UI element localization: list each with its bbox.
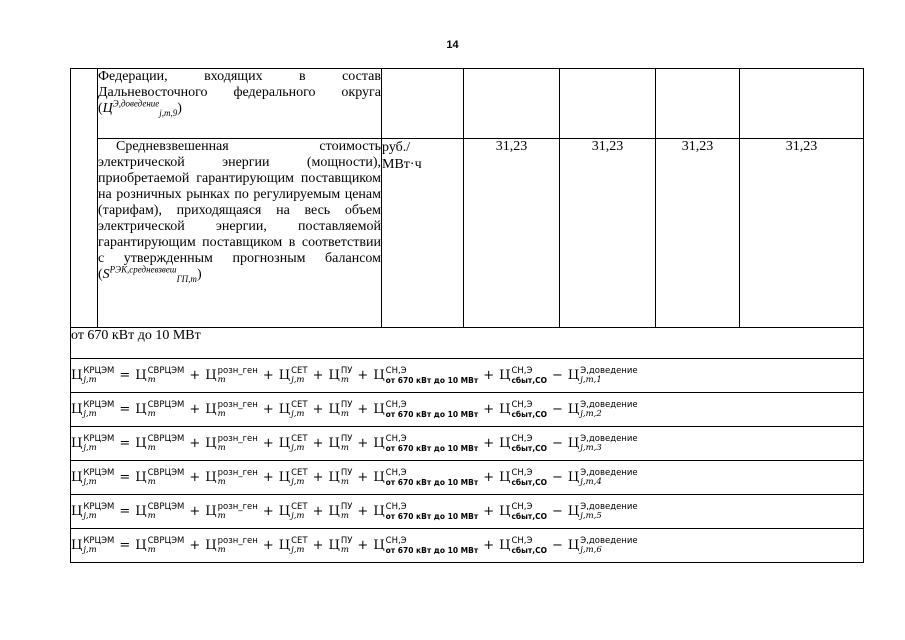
formula-t5-base: Ц [373, 368, 385, 383]
formula-plus: + [262, 538, 274, 553]
formula-t7-sub: j,m,5 [580, 510, 602, 521]
formula-t2-sub: m [217, 408, 226, 419]
formula-t2-base: Ц [205, 436, 217, 451]
formula-plus: + [483, 436, 495, 451]
formula-t1-sup: СВРЦЭМ [147, 467, 185, 478]
formula-plus: + [312, 402, 324, 417]
formula-t5-sub: от 670 кВт до 10 МВт [385, 477, 479, 487]
formula-row [71, 427, 864, 461]
formula-t3-base: Ц [278, 504, 291, 519]
formula-t2-base: Ц [205, 504, 217, 519]
formula-t6-base: Ц [499, 436, 511, 451]
formula-plus: + [189, 504, 201, 519]
formula-t7-base: Ц [567, 368, 580, 383]
formula-t5-sub: от 670 кВт до 10 МВт [385, 409, 479, 419]
formula [71, 435, 638, 453]
formula-t4-base: Ц [328, 538, 340, 553]
formula-t4-sup: ПУ [340, 399, 353, 410]
formula-t2-sup: розн_ген [217, 399, 258, 410]
formula-t2-sup: розн_ген [217, 365, 258, 376]
formula-t5-sup: СН,Э [385, 467, 407, 478]
formula-lhs-sup: КРЦЭМ [83, 467, 115, 478]
formula-t1-sup: СВРЦЭМ [147, 365, 185, 376]
formula-t1-base: Ц [135, 436, 147, 451]
formula-t6-sub: сбыт,СО [511, 477, 547, 487]
formula-t3-sub: j,m [291, 408, 305, 419]
formula-t2-sup: розн_ген [217, 501, 258, 512]
formula-t6-sup: СН,Э [511, 535, 533, 546]
formula-minus: − [552, 538, 563, 553]
formula-t2-base: Ц [205, 470, 217, 485]
formula-t1-base: Ц [135, 470, 147, 485]
formula-plus: + [312, 538, 324, 553]
formula-lhs-sub: j,m [83, 476, 97, 487]
left-margin-cell [71, 69, 98, 328]
formula-t5-sub: от 670 кВт до 10 МВт [385, 511, 479, 521]
formula-lhs-base: Ц [71, 402, 83, 417]
formula-cell [71, 495, 864, 529]
formula-minus: − [552, 470, 563, 485]
formula-t2-base: Ц [205, 402, 217, 417]
formula-plus: + [189, 470, 201, 485]
formula-t4-sup: ПУ [340, 467, 353, 478]
formula-t6-sup: СН,Э [511, 501, 533, 512]
formula-plus: + [357, 504, 369, 519]
formula-t4-sub: m [340, 374, 349, 385]
continuation-unit-cell [382, 69, 464, 139]
formula-t7-sup: Э,доведение [580, 535, 638, 546]
formula-t6-sup: СН,Э [511, 467, 533, 478]
formula-t5-base: Ц [373, 436, 385, 451]
formula-plus: + [262, 402, 274, 417]
page-number: 14 [446, 39, 459, 51]
formula-t5-sup: СН,Э [385, 365, 407, 376]
formula-t6-base: Ц [499, 538, 511, 553]
formula-row [71, 359, 864, 393]
formula-lhs-sup: КРЦЭМ [83, 365, 115, 376]
formula-t3-sub: j,m [291, 374, 305, 385]
formula-lhs-base: Ц [71, 436, 83, 451]
continuation-value-cell-1 [464, 69, 560, 139]
formula-cell [71, 427, 864, 461]
formula-plus: + [357, 538, 369, 553]
value-cell: 31,23 [740, 139, 864, 328]
formula-plus: + [357, 368, 369, 383]
formula-t7-sub: j,m,2 [580, 408, 602, 419]
formula-plus: + [262, 436, 274, 451]
formula-t2-sub: m [217, 442, 226, 453]
formula-t4-base: Ц [328, 368, 340, 383]
formula-t4-sup: ПУ [340, 501, 353, 512]
formula-t3-sub: j,m [291, 476, 305, 487]
value-cell: 31,23 [560, 139, 656, 328]
table-row-continuation [71, 69, 864, 139]
formula-t7-base: Ц [567, 402, 580, 417]
value-cell: 31,23 [464, 139, 560, 328]
formula-t3-base: Ц [278, 368, 291, 383]
formula-t6-sup: СН,Э [511, 433, 533, 444]
formula-lhs-base: Ц [71, 538, 83, 553]
formula-t1-base: Ц [135, 538, 147, 553]
formula-t7-sub: j,m,4 [580, 476, 602, 487]
doved9-symbol: $Ц^{Э,доведение}_{j,m,9}$ [102, 98, 178, 118]
formula-t6-base: Ц [499, 368, 511, 383]
formula-lhs-sup: КРЦЭМ [83, 433, 115, 444]
formula-plus: + [189, 436, 201, 451]
formula-t7-sub: j,m,1 [580, 374, 602, 385]
formula-lhs-base: Ц [71, 470, 83, 485]
formula-t5-sup: СН,Э [385, 433, 407, 444]
continuation-text: Федерации, входящих в состав Дальневосточного федерального округа ( [98, 69, 381, 116]
formula-plus: + [357, 436, 369, 451]
formula-t5-sub: от 670 кВт до 10 МВт [385, 375, 479, 385]
formula-t5-base: Ц [373, 402, 385, 417]
formula-cell [71, 529, 864, 563]
formula-t7-sup: Э,доведение [580, 365, 638, 376]
formula-t5-sup: СН,Э [385, 501, 407, 512]
unit-line-1: руб./ [382, 140, 411, 155]
formula-t6-sup: СН,Э [511, 399, 533, 410]
formula-plus: + [312, 504, 324, 519]
formula-minus: − [552, 402, 563, 417]
formula-t3-sup: СЕТ [291, 365, 308, 376]
weighted-cost-symbol: $S^{РЭК,средневзвеш}_{ГП,m}$ [102, 264, 197, 284]
formula-t3-sup: СЕТ [291, 535, 308, 546]
formula-t1-sup: СВРЦЭМ [147, 399, 185, 410]
band-label: от 670 кВт до 10 МВт [71, 328, 864, 359]
formula-lhs-sup: КРЦЭМ [83, 535, 115, 546]
formula-t3-sup: СЕТ [291, 433, 308, 444]
formula-lhs-sub: j,m [83, 442, 97, 453]
formula-t6-sub: сбыт,СО [511, 511, 547, 521]
formula-t4-base: Ц [328, 436, 340, 451]
formula-plus: + [262, 470, 274, 485]
formula-plus: + [483, 470, 495, 485]
formula-rows [71, 359, 864, 563]
formula-t7-sup: Э,доведение [580, 399, 638, 410]
formula [71, 469, 638, 487]
formula-row [71, 461, 864, 495]
formula-t1-sup: СВРЦЭМ [147, 501, 185, 512]
tariff-table [70, 68, 864, 563]
weighted-cost-text: Средневзвешенная стоимость электрической энергии (мощности), приобретаемой гарантирующим поставщиком на розничных рынках по регулируемым ценам (тарифам), приходящаяся на весь объем электрической энергии, поставляемой гарантирующим поставщиком в соответствии с утвержденным прогнозным балансом ( [98, 139, 381, 282]
formula-row [71, 393, 864, 427]
formula-t2-sub: m [217, 476, 226, 487]
formula-minus: − [552, 504, 563, 519]
formula-t7-base: Ц [567, 436, 580, 451]
formula [71, 537, 638, 555]
formula-minus: − [552, 436, 563, 451]
formula-t4-sub: m [340, 510, 349, 521]
formula-t3-base: Ц [278, 470, 291, 485]
formula-t2-sub: m [217, 374, 226, 385]
formula-t5-base: Ц [373, 538, 385, 553]
formula-t5-sub: от 670 кВт до 10 МВт [385, 443, 479, 453]
continuation-value-cell-2 [560, 69, 656, 139]
formula-t6-sub: сбыт,СО [511, 545, 547, 555]
table-row-weighted-cost [71, 139, 864, 328]
weighted-cost-name-cell: Средневзвешенная стоимость электрической энергии (мощности), приобретаемой гарантирующим поставщиком на розничных рынках по регулируемым ценам (тарифам), приходящаяся на весь объем электрической энергии, поставляемой гарантирующим поставщиком в соответствии с утвержденным прогнозным балансом $(S^{РЭК,средневзвеш}_{ГП,m})$ [98, 139, 382, 328]
formula-t1-base: Ц [135, 368, 147, 383]
formula-plus: + [189, 538, 201, 553]
formula-t1-sub: m [147, 544, 156, 555]
formula-t7-sub: j,m,3 [580, 442, 602, 453]
formula-t6-base: Ц [499, 402, 511, 417]
formula-t6-base: Ц [499, 504, 511, 519]
formula-t6-sub: сбыт,СО [511, 375, 547, 385]
formula-t7-sup: Э,доведение [580, 433, 638, 444]
formula-lhs-sub: j,m [83, 408, 97, 419]
formula-t5-base: Ц [373, 470, 385, 485]
formula-t3-sup: СЕТ [291, 467, 308, 478]
formula-t4-base: Ц [328, 402, 340, 417]
formula-t3-sub: j,m [291, 442, 305, 453]
formula [71, 401, 638, 419]
formula-t2-sub: m [217, 510, 226, 521]
formula-lhs-sup: КРЦЭМ [83, 399, 115, 410]
continuation-value-cell-3 [656, 69, 740, 139]
formula-t4-sub: m [340, 408, 349, 419]
formula-lhs-sub: j,m [83, 374, 97, 385]
formula-plus: + [357, 470, 369, 485]
formula-t1-base: Ц [135, 504, 147, 519]
formula-t2-sup: розн_ген [217, 433, 258, 444]
formula-t3-base: Ц [278, 538, 291, 553]
formula-t1-sub: m [147, 408, 156, 419]
formula-row [71, 529, 864, 563]
formula-t4-sup: ПУ [340, 433, 353, 444]
formula-eq: = [119, 436, 131, 451]
formula-t2-base: Ц [205, 538, 217, 553]
formula-lhs-sub: j,m [83, 510, 97, 521]
formula-plus: + [189, 368, 201, 383]
formula-eq: = [119, 538, 131, 553]
formula-lhs-sup: КРЦЭМ [83, 501, 115, 512]
formula-cell [71, 461, 864, 495]
formula-cell [71, 393, 864, 427]
formula-t3-base: Ц [278, 402, 291, 417]
formula-plus: + [312, 470, 324, 485]
formula-t1-sub: m [147, 476, 156, 487]
formula-t6-base: Ц [499, 470, 511, 485]
formula-t1-base: Ц [135, 402, 147, 417]
formula-t7-base: Ц [567, 470, 580, 485]
formula-t2-sup: розн_ген [217, 467, 258, 478]
formula-eq: = [119, 504, 131, 519]
value-cell: 31,23 [656, 139, 740, 328]
unit-line-2: МВт·ч [382, 157, 422, 172]
formula-t1-sub: m [147, 510, 156, 521]
formula-row [71, 495, 864, 529]
formula-t4-sup: ПУ [340, 365, 353, 376]
formula-plus: + [312, 436, 324, 451]
formula-minus: − [552, 368, 563, 383]
formula-t3-sub: j,m [291, 544, 305, 555]
formula-t7-sup: Э,доведение [580, 467, 638, 478]
formula-plus: + [483, 402, 495, 417]
formula-t4-sub: m [340, 442, 349, 453]
formula-t5-sub: от 670 кВт до 10 МВт [385, 545, 479, 555]
formula-t4-base: Ц [328, 470, 340, 485]
formula-t1-sub: m [147, 374, 156, 385]
formula [71, 503, 638, 521]
formula-t5-sup: СН,Э [385, 399, 407, 410]
formula-plus: + [483, 504, 495, 519]
formula-t3-base: Ц [278, 436, 291, 451]
formula-eq: = [119, 470, 131, 485]
continuation-name-cell: Федерации, входящих в состав Дальневосточного федерального округа $(Ц^{Э,доведение}_{j,m,9})$ [98, 69, 382, 139]
formula [71, 367, 638, 385]
formula-eq: = [119, 368, 131, 383]
formula-lhs-base: Ц [71, 368, 83, 383]
formula-lhs-base: Ц [71, 504, 83, 519]
formula-t4-sub: m [340, 544, 349, 555]
formula-t5-base: Ц [373, 504, 385, 519]
formula-t6-sup: СН,Э [511, 365, 533, 376]
continuation-value-cell-4 [740, 69, 864, 139]
formula-t4-sub: m [340, 476, 349, 487]
formula-plus: + [189, 402, 201, 417]
formula-t2-sup: розн_ген [217, 535, 258, 546]
formula-t3-sup: СЕТ [291, 399, 308, 410]
formula-plus: + [262, 504, 274, 519]
unit-cell [382, 139, 464, 328]
formula-t7-sup: Э,доведение [580, 501, 638, 512]
formula-plus: + [483, 538, 495, 553]
formula-plus: + [357, 402, 369, 417]
formula-cell [71, 359, 864, 393]
formula-plus: + [483, 368, 495, 383]
formula-plus: + [262, 368, 274, 383]
formula-t7-sub: j,m,6 [580, 544, 602, 555]
formula-lhs-sub: j,m [83, 544, 97, 555]
formula-t1-sup: СВРЦЭМ [147, 433, 185, 444]
formula-eq: = [119, 402, 131, 417]
table-row-band [71, 328, 864, 359]
formula-t7-base: Ц [567, 538, 580, 553]
formula-t6-sub: сбыт,СО [511, 409, 547, 419]
formula-plus: + [312, 368, 324, 383]
formula-t1-sup: СВРЦЭМ [147, 535, 185, 546]
formula-t2-base: Ц [205, 368, 217, 383]
formula-t2-sub: m [217, 544, 226, 555]
formula-t1-sub: m [147, 442, 156, 453]
formula-t3-sub: j,m [291, 510, 305, 521]
formula-t4-base: Ц [328, 504, 340, 519]
formula-t7-base: Ц [567, 504, 580, 519]
formula-t4-sup: ПУ [340, 535, 353, 546]
formula-t3-sup: СЕТ [291, 501, 308, 512]
formula-t6-sub: сбыт,СО [511, 443, 547, 453]
formula-t5-sup: СН,Э [385, 535, 407, 546]
